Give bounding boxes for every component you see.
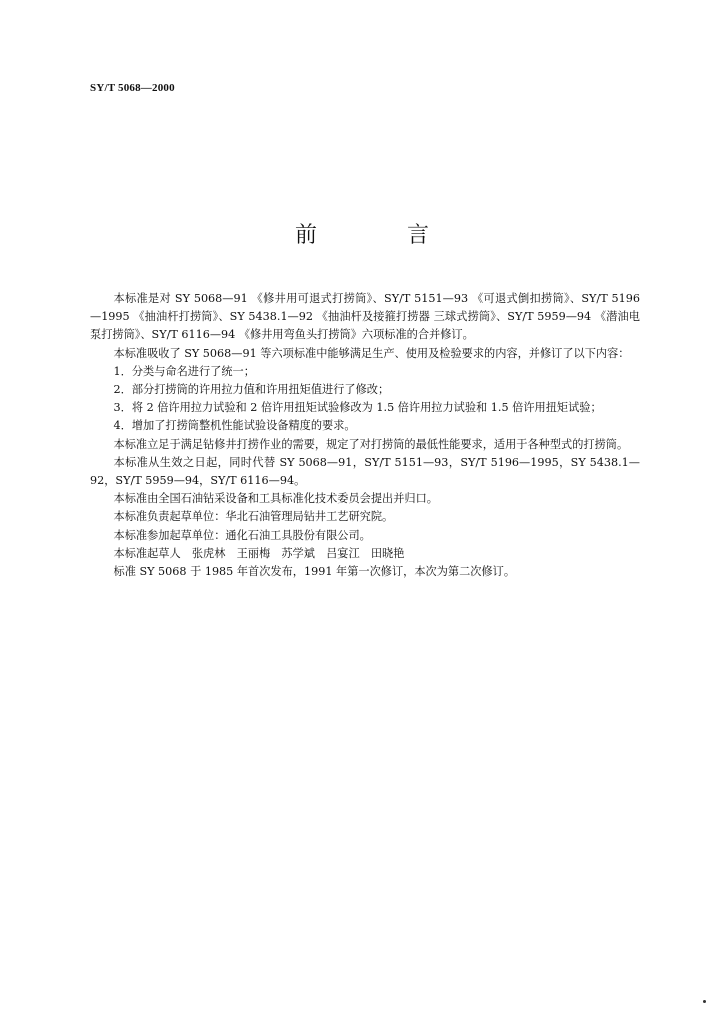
- foreword-body: [90, 290, 640, 581]
- paragraph-revision-intro: 本标准吸收了 SY 5068—91 等六项标准中能够满足生产、使用及检验要求的内容，并修订了以下内容：: [113, 346, 630, 360]
- document-code: SY/T 5068—2000: [90, 82, 175, 94]
- paragraph-drafters: 本标准起草人 张虎林 王丽梅 苏学斌 吕宴江 田晓艳: [113, 546, 405, 560]
- paragraph-supersedes: 本标准从生效之日起，同时代替 SY 5068—91，SY/T 5151—93，SY/T 5196—1995，SY 5438.1—92，SY/T 5959—94，SY/T 6116—94。: [90, 455, 640, 488]
- revision-item-1: 1．分类与命名进行了统一；: [113, 364, 255, 378]
- revision-item-4: 4．增加了打捞筒整机性能试验设备精度的要求。: [113, 419, 356, 433]
- scan-speck: [703, 1000, 706, 1003]
- paragraph-participating-unit: 本标准参加起草单位：通化石油工具股份有限公司。: [113, 528, 371, 542]
- paragraph-merge-statement: 本标准是对 SY 5068—91 《修井用可退式打捞筒》、SY/T 5151—93 《可退式倒扣捞筒》、SY/T 5196—1995 《抽油杆打捞筒》、SY 5438.1—92 《抽油杆及接箍打捞器 三球式捞筒》、SY/T 5959—94 《潜油电泵打捞筒》、SY/T 6116—94 《修井用弯鱼头打捞筒》六项标准的合并修订。: [90, 292, 640, 342]
- section-title: 前 言: [294, 223, 463, 248]
- revision-item-3: 3．将 2 倍许用拉力试验和 2 倍许用扭矩试验修改为 1.5 倍许用拉力试验和 1.5 倍许用扭矩试验；: [113, 401, 602, 415]
- paragraph-proposer: 本标准由全国石油钻采设备和工具标准化技术委员会提出并归口。: [113, 492, 438, 506]
- paragraph-drafting-unit: 本标准负责起草单位：华北石油管理局钻井工艺研究院。: [113, 510, 394, 524]
- paragraph-scope: 本标准立足于满足钻修井打捞作业的需要，规定了对打捞筒的最低性能要求，适用于各种型式的打捞筒。: [113, 437, 629, 451]
- revision-item-2: 2．部分打捞筒的许用拉力值和许用扭矩值进行了修改；: [113, 383, 390, 397]
- paragraph-history: 标准 SY 5068 于 1985 年首次发布，1991 年第一次修订，本次为第二次修订。: [113, 565, 516, 579]
